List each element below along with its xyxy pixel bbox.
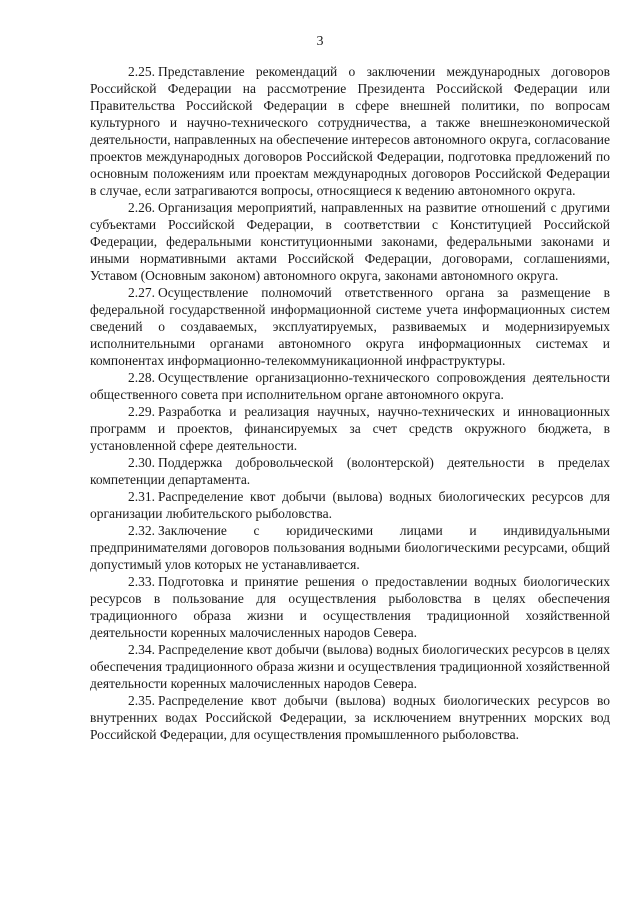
paragraph-2-26: [90, 199, 610, 284]
paragraph-text: Поддержка добровольческой (волонтерской) деятельности в пределах компетенции департамента.: [90, 455, 610, 487]
paragraph-number: 2.32.: [128, 523, 155, 538]
paragraph-number: 2.25.: [128, 64, 155, 79]
paragraph-number: 2.30.: [128, 455, 155, 470]
paragraph-text: Распределение квот добычи (вылова) водных биологических ресурсов во внутренних водах Российской Федерации, за исключением внутренних морских вод Российской Федерации, для осуществления промышленного рыболовства.: [90, 693, 610, 742]
paragraph-2-27: [90, 284, 610, 369]
paragraph-number: 2.29.: [128, 404, 155, 419]
paragraph-2-28: [90, 369, 610, 403]
paragraph-2-34: [90, 641, 610, 692]
paragraph-number: 2.28.: [128, 370, 155, 385]
paragraph-text: Представление рекомендаций о заключении международных договоров Российской Федерации на рассмотрение Президента Российской Федерации или Правительства Российской Федерации в сфере внешней политики, по вопросам культурного и научно-технического сотрудничества, а также внешнеэкономической деятельности, направленных на обеспечение интересов автономного округа, согласование проектов международных договоров Российской Федерации, подготовка предложений по основным положениям или проектам международных договоров Российской Федерации в случае, если затрагиваются вопросы, относящиеся к ведению автономного округа.: [90, 64, 611, 198]
paragraph-text: Разработка и реализация научных, научно-технических и инновационных программ и проектов, финансируемых за счет средств окружного бюджета, в установленной сфере деятельности.: [90, 404, 610, 453]
paragraph-text: Организация мероприятий, направленных на развитие отношений с другими субъектами Российской Федерации, в соответствии с Конституцией Российской Федерации, федеральными конституционными законами, федеральными законами и иными нормативными актами Российской Федерации, договорами, соглашениями, Уставом (Основным законом) автономного округа, законами автономного округа.: [90, 200, 610, 283]
paragraph-number: 2.34.: [128, 642, 155, 657]
paragraph-2-31: [90, 488, 610, 522]
document-body: [90, 63, 610, 743]
paragraph-2-32: [90, 522, 610, 573]
paragraph-number: 2.33.: [128, 574, 155, 589]
paragraph-text: Осуществление организационно-технического сопровождения деятельности общественного совета при исполнительном органе автономного округа.: [90, 370, 610, 402]
paragraph-text: Распределение квот добычи (вылова) водных биологических ресурсов в целях обеспечения традиционного образа жизни и осуществления традиционной хозяйственной деятельности коренных малочисленных народов Севера.: [90, 642, 610, 691]
paragraph-2-30: [90, 454, 610, 488]
page-number: 3: [316, 34, 324, 49]
paragraph-number: 2.27.: [128, 285, 155, 300]
paragraph-text: Подготовка и принятие решения о предоставлении водных биологических ресурсов в пользование для осуществления рыболовства в целях обеспечения традиционного образа жизни и осуществления традиционной хозяйственной деятельности коренных малочисленных народов Севера.: [90, 574, 610, 640]
paragraph-number: 2.31.: [128, 489, 155, 504]
paragraph-text: Заключение с юридическими лицами и индивидуальными предпринимателями договоров пользования водными биологическими ресурсами, общий допустимый улов которых не устанавливается.: [90, 523, 610, 572]
paragraph-2-29: [90, 403, 610, 454]
paragraph-2-25: [90, 63, 610, 199]
paragraph-text: Распределение квот добычи (вылова) водных биологических ресурсов для организации любительского рыболовства.: [90, 489, 610, 521]
paragraph-text: Осуществление полномочий ответственного органа за размещение в федеральной государственной информационной системе учета информационных систем сведений о создаваемых, эксплуатируемых, развиваемых и модернизируемых исполнительными органами автономного округа информационных системах и компонентах информационно-телекоммуникационной инфраструктуры.: [90, 285, 610, 368]
paragraph-number: 2.26.: [128, 200, 155, 215]
paragraph-2-33: [90, 573, 610, 641]
paragraph-number: 2.35.: [128, 693, 155, 708]
paragraph-2-35: [90, 692, 610, 743]
